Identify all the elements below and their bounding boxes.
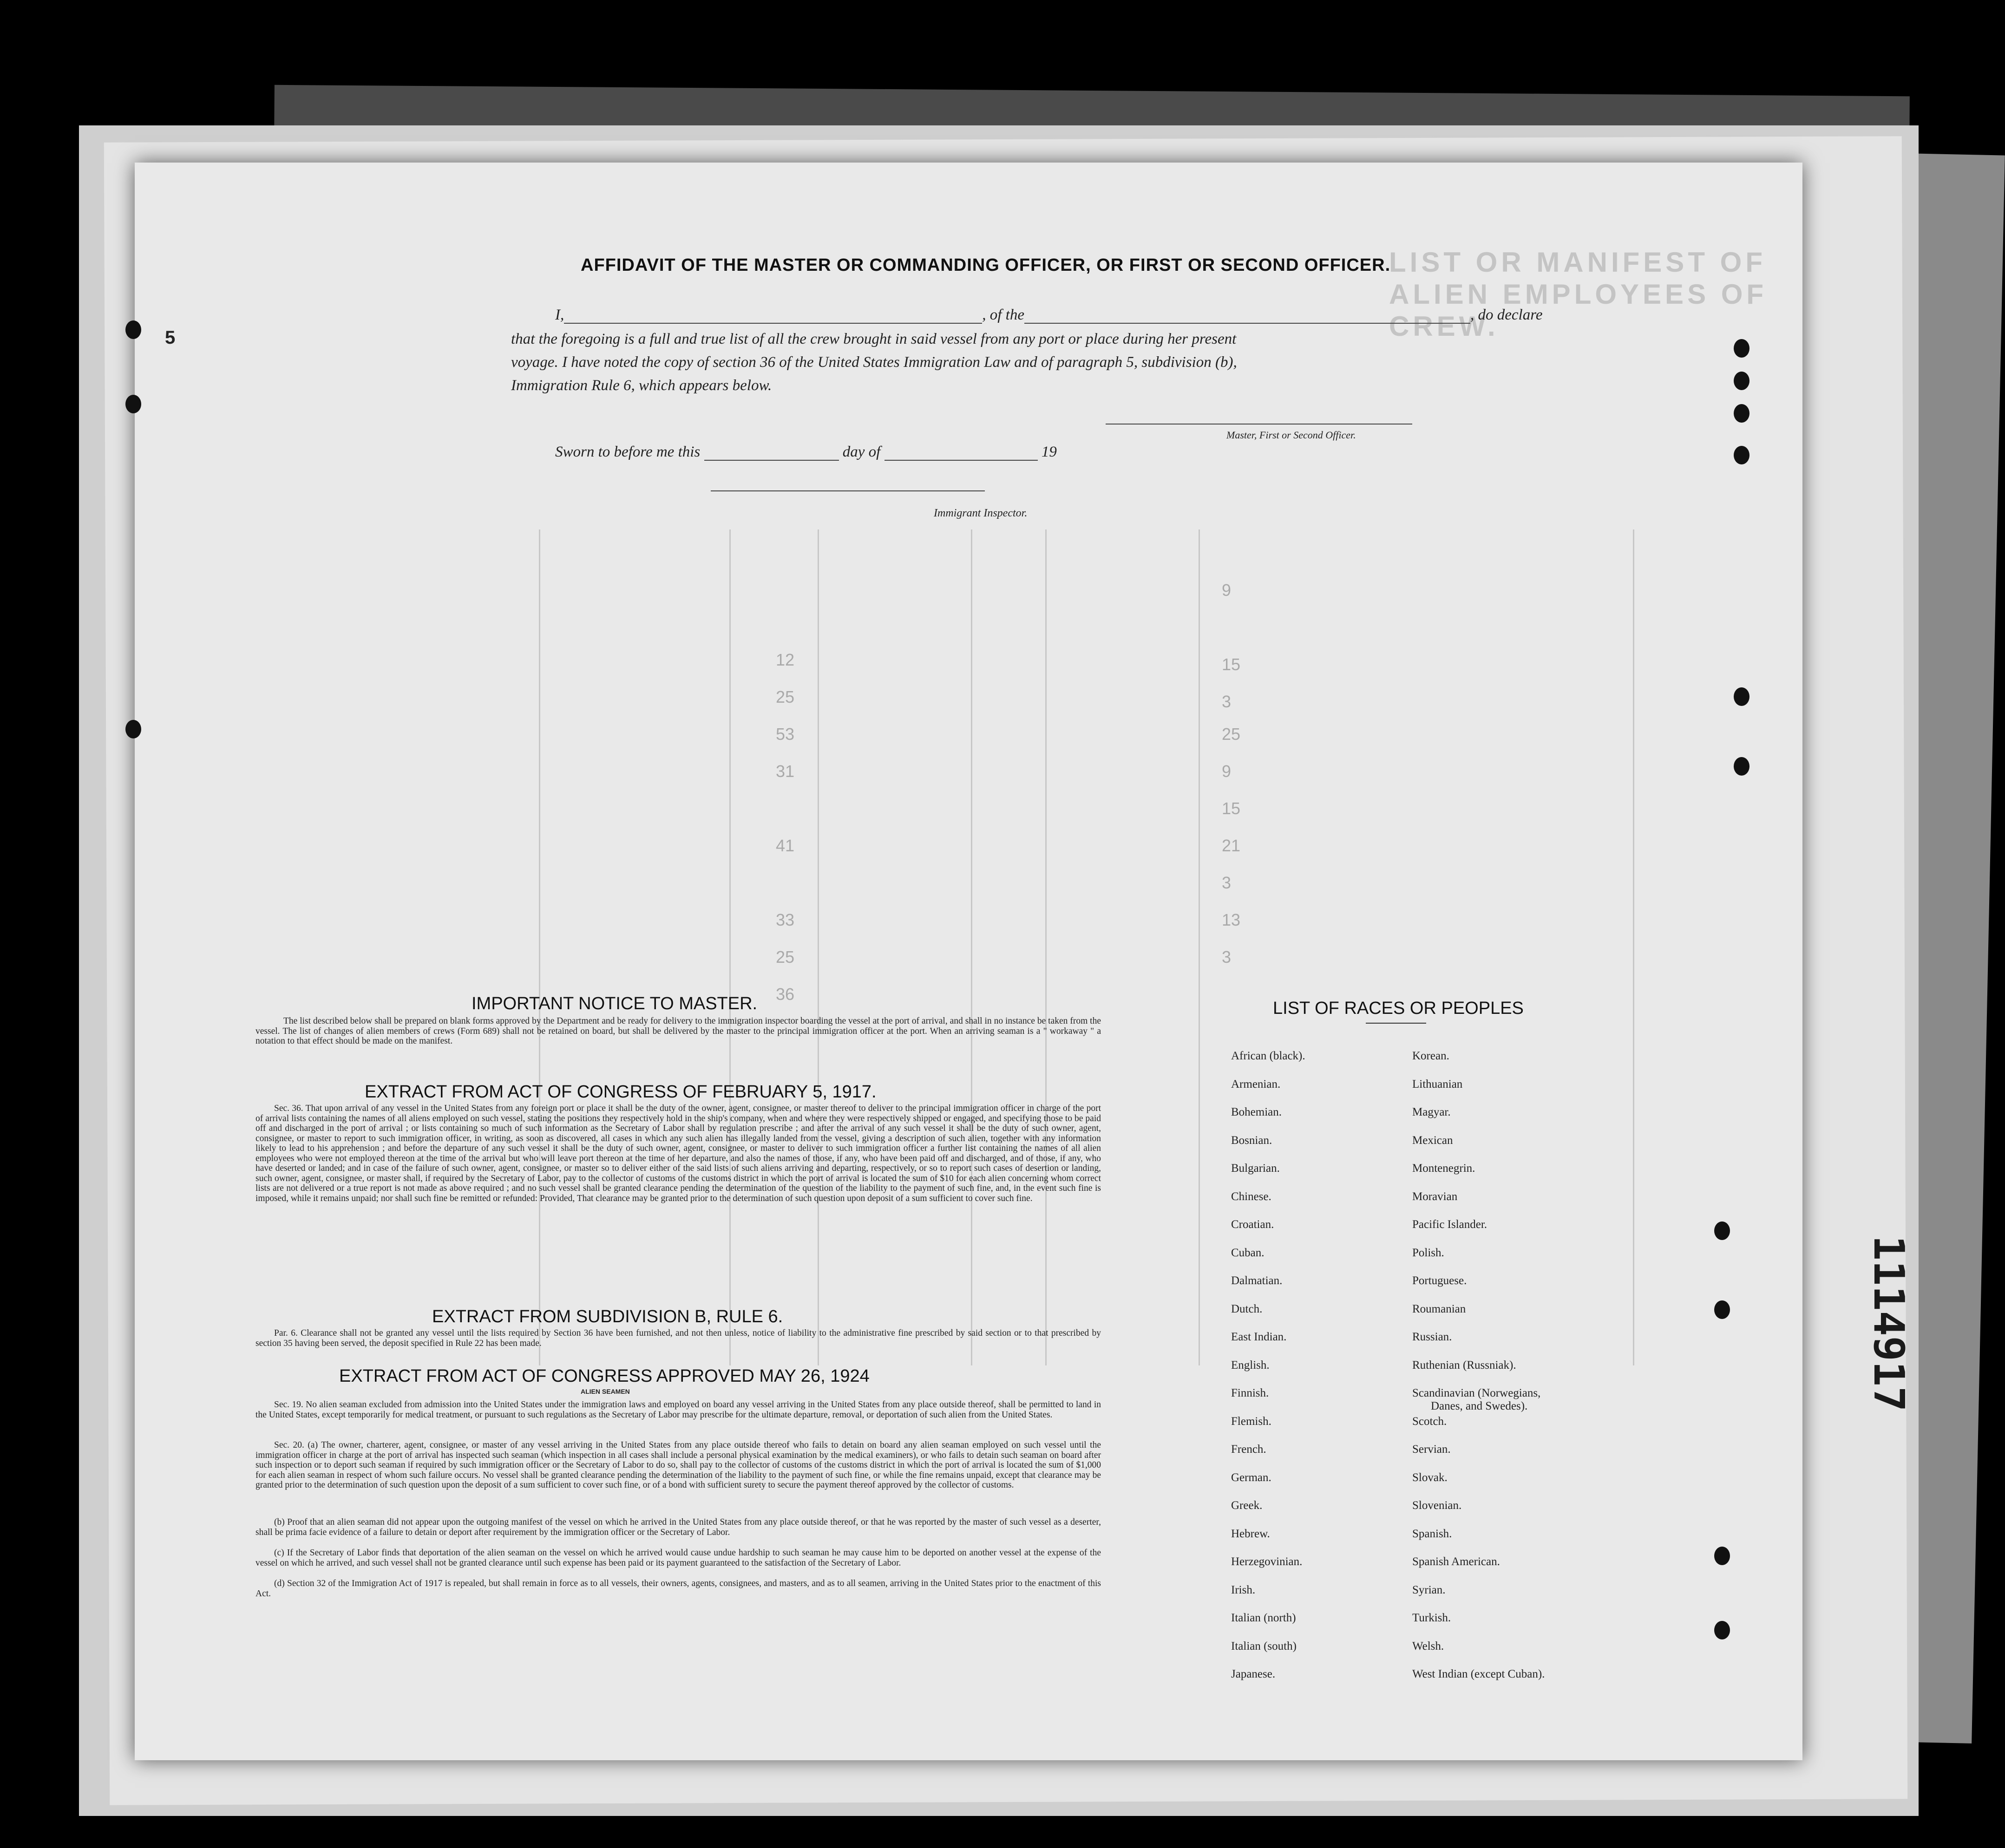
races-heading: LIST OF RACES OR PEOPLES bbox=[1273, 999, 1524, 1018]
notice-heading: IMPORTANT NOTICE TO MASTER. bbox=[472, 994, 758, 1013]
bleed-column-line bbox=[971, 529, 972, 1365]
race-left-item: Armenian. bbox=[1231, 1077, 1281, 1091]
race-right-item: Lithuanian bbox=[1412, 1077, 1463, 1091]
race-left-item: German. bbox=[1231, 1471, 1271, 1484]
race-left-item: Croatian. bbox=[1231, 1218, 1274, 1231]
sec20a-body: Sec. 20. (a) The owner, charterer, agent, consignee, or master of any vessel arriving in the United States from any place outside thereof who fails to detain on board any alien seaman employed on such vessel until the immigration officer in charge at the port of arrival has inspected such seaman (which inspection in all cases shall include a personal physical examination by the medical examiners), or who fails to detain such seaman on board after such inspection or to deport such seaman if required by such immigration officer or the Secretary of Labor to do so, shall pay to the collector of customs of the customs district in which the port of arrival is located the sum of $1,000 for each alien seaman in respect of whom such failure occurs. No vessel shall be granted clearance pending the determination of the liability to the payment of such fine, or while the fine remains unpaid, except that clearance may be granted prior to the determination of such question upon the deposit of a sum sufficient to cover such fine, or of a bond with sufficient surety to secure the payment thereof approved by the collector of customs. bbox=[256, 1440, 1101, 1490]
race-left-item: Bohemian. bbox=[1231, 1106, 1282, 1118]
punch-hole bbox=[1714, 1621, 1730, 1639]
race-left-item: Herzegovinian. bbox=[1231, 1555, 1303, 1568]
affidavit-declaration-line: I, , of the , do declare bbox=[555, 307, 1543, 323]
race-right-item: Spanish American. bbox=[1412, 1555, 1500, 1568]
race-left-item: French. bbox=[1231, 1443, 1266, 1456]
race-right-item: Mexican bbox=[1412, 1134, 1453, 1147]
extract-1917-heading: EXTRACT FROM ACT OF CONGRESS OF FEBRUARY 5, 1917. bbox=[365, 1082, 877, 1102]
race-right-item: Turkish. bbox=[1412, 1612, 1451, 1624]
bleed-through-heading: LIST OR MANIFEST OF ALIEN EMPLOYEES OF CREW. bbox=[1389, 247, 1768, 342]
sworn-line: Sworn to before me this day of 19 bbox=[555, 444, 1057, 460]
race-left-item: Finnish. bbox=[1231, 1387, 1269, 1399]
punch-hole bbox=[1714, 1300, 1730, 1319]
race-right-item: Ruthenian (Russniak). bbox=[1412, 1358, 1516, 1371]
manifest-page: LIST OR MANIFEST OF ALIEN EMPLOYEES OF CREW. 9 15 3 25 9 15 21 3 13 3 12 25 53 31 41 33 25 36 5 AFFIDAVIT OF THE MASTER OR COMMANDING OFFICER, OR FIRST OR SECOND OFFICER. I, , of the , do declare that the foregoing is a full and true list of all the crew brought in said vessel from any port or place during her present voyage. I have noted the copy of section 36 of the United States Immigration Law and of paragraph 5, subdivision (b), Immigration Rule 6, which appears below. Master, First or Second Officer. Sworn to before me this day of 19 Immigrant Inspector. IMPORTANT NOTICE TO MASTER. The list described below shall be prepared on blank forms approved by the Department and be ready for delivery to the immigration inspector boarding the vessel at the port of arrival, and shall in no instance be taken from the vessel. The list of changes of alien members of crews (Form 689) shall not be retained on board, but shall be delivered by the master to the principal immigration officer at the port. When an arriving seaman is a " workaway " a notation to that effect should be made on the manifest. EXTRACT FROM ACT OF CONGRESS OF FEBRUARY 5, 1917. Sec. 36. That upon arrival of any vessel in the United States from any foreign port or place it shall be the duty of the owner, agent, consignee, or master thereof to deliver to the principal immigration officer in charge of the port of arrival lists containing the names of all aliens employed on such vessel, stating the positions they respectively hold in the ship's company, when and where they were respectively shipped or engaged, and specifying those to be paid off and discharged in the port of arrival ; or lists containing so much of such information as the Secretary of Labor shall by regulation prescribe ; and after the arrival of any such vessel it shall be the duty of such owner, agent, consignee, or master to report to such immigration officer, in writing, as soon as discovered, all cases in which any such alien has illegally landed from the vessel, giving a description of such alien, together with any information likely to lead to his apprehension ; and before the departure of any such vessel it shall be the duty of such owner, agent, consignee, or master to deliver to such immigration officer a further list containing the names of all alien employees who were not employed thereon at the time of the arrival but who will leave port thereon at the time of her departure, and also the names of those, if any, who have been paid off and discharged, and of those, if any, who have deserted or landed; and in case of the failure of such owner, agent, consignee, or master so to deliver either of the said lists of such aliens arriving and departing, respectively, or so to report such cases of desertion or landing, such owner, agent, consignee, or master shall, if required by the Secretary of Labor, pay to the collector of customs of the customs district in which the port of arrival is located the sum of $10 for each alien concerning whom correct lists are not delivered or a true report is not made as above required ; and no such vessel shall be granted clearance pending the determination of the question of the liability to the payment of such fine, and, in the event such fine is imposed, while it remains unpaid; nor shall such fine be remitted or refunded: Provided, That clearance may be granted prior to the determination of such question upon deposit of a sum sufficient to cover such fine. EXTRACT FROM SUBDIVISION B, RULE 6. Par. 6. Clearance shall not be granted any vessel until the lists required by Section 36 have been furnished, and not then unless, notice of liability to the administrative fine prescribed by said section or to that prescribed by section 35 having been served, the deposit specified in Rule 22 has been made. EXTRACT FROM ACT OF CONGRESS APPROVED MAY 26, 1924 ALIEN SEAMEN Sec. 19. No alien seaman excluded from admission into the United States under the immigration laws and employed on board any vessel arriving in the United States from any place outside thereof, shall be permitted to land in the United States, except temporarily for medical treatment, or pursuant to such regulations as the Secretary of Labor may prescribe for the ultimate departure, removal, or deportation of such alien from the United States. Sec. 20. (a) The owner, charterer, agent, consignee, or master of any vessel arriving in the United States from any place outside thereof who fails to detain on board any alien seaman employed on such vessel until the immigration officer in charge at the port of arrival has inspected such seaman (which inspection in all cases shall include a personal physical examination by the medical examiners), or who fails to detain such seaman on board after such inspection or to deport such seaman if required by such immigration officer or the Secretary of Labor to do so, shall pay to the collector of customs of the customs district in which the port of arrival is located the sum of $1,000 for each alien seaman in respect of whom such failure occurs. No vessel shall be granted clearance pending the determination of the liability to the payment of such fine, or while the fine remains unpaid, except that clearance may be granted prior to the determination of such question upon the deposit of a sum sufficient to cover such fine, or of a bond with sufficient surety to secure the payment thereof approved by the collector of customs. (b) Proof that an alien seaman did not appear upon the outgoing manifest of the vessel on which he arrived in the United States from any place outside thereof, or that he was reported by the master of such vessel as a deserter, shall be prima facie evidence of a failure to detain or deport after requirement by the immigration officer or the Secretary of Labor. (c) If the Secretary of Labor finds that deportation of the alien seaman on the vessel on which he arrived would cause undue hardship to such seaman he may cause him to be deported on another vessel at the expense of the vessel on which he arrived, and such vessel shall not be granted clearance until such expense has been paid or its payment guaranteed to the satisfaction of the Secretary of Labor. (d) Section 32 of the Immigration Act of 1917 is repealed, but shall remain in force as to all vessels, their owners, agents, consignees, and masters, and as to all seamen, arriving in the United States prior to the enactment of this Act. LIST OF RACES OR PEOPLES African (black). Armenian. Bohemian. Bosnian. Bulgarian. Chinese. Croatian. Cuban. Dalmatian. Dutch. East Indian. English. Finnish. Flemish. French. German. Greek. Hebrew. Herzegovinian. Irish. Italian (north) Italian (south) Japanese. Korean. Lithuanian Magyar. Mexican Montenegrin. Moravian Pacific Islander. Polish. Portuguese. Roumanian Russian. Ruthenian (Russniak). Scandinavian (Norwegians, Danes, and Swedes). Scotch. Servian. Slovak. Slovenian. Spanish. Spanish American. Syrian. Turkish. Welsh. West Indian (except Cuban). bbox=[135, 163, 1802, 1760]
race-left-item: Irish. bbox=[1231, 1583, 1256, 1596]
races-heading-rule bbox=[1366, 1023, 1426, 1024]
race-right-item: Pacific Islander. bbox=[1412, 1218, 1487, 1231]
corner-mark: 5 bbox=[165, 327, 176, 348]
race-left-item: Hebrew. bbox=[1231, 1527, 1270, 1540]
race-left-item: English. bbox=[1231, 1358, 1270, 1371]
punch-hole bbox=[1734, 372, 1749, 390]
race-right-item: Russian. bbox=[1412, 1331, 1452, 1343]
sworn-day-blank[interactable] bbox=[704, 446, 839, 461]
bleed-column-line bbox=[729, 529, 731, 1365]
bleed-column-line bbox=[1199, 529, 1200, 1365]
race-right-item: Scandinavian (Norwegians, bbox=[1412, 1387, 1541, 1399]
race-left-item: Flemish. bbox=[1231, 1415, 1271, 1428]
sec20d-body: (d) Section 32 of the Immigration Act of 1917 is repealed, but shall remain in force as to all vessels, their owners, agents, consignees, and masters, and as to all seamen, arriving in the United States prior to the enactment of this Act. bbox=[256, 1579, 1101, 1599]
race-left-item: Bulgarian. bbox=[1231, 1162, 1280, 1175]
punch-hole bbox=[1734, 404, 1749, 423]
race-left-item: Dutch. bbox=[1231, 1302, 1263, 1315]
affidavit-title: AFFIDAVIT OF THE MASTER OR COMMANDING OFFICER, OR FIRST OR SECOND OFFICER. bbox=[581, 255, 1391, 275]
extract-1917-body: Sec. 36. That upon arrival of any vessel in the United States from any foreign port or place it shall be the duty of the owner, agent, consignee, or master thereof to deliver to the principal immigration officer in charge of the port of arrival lists containing the names of all aliens employed on such vessel, stating the positions they respectively hold in the ship's company, when and where they were respectively shipped or engaged, and specifying those to be paid off and discharged in the port of arrival ; or lists containing so much of such information as the Secretary of Labor shall by regulation prescribe ; and after the arrival of any such vessel it shall be the duty of such owner, agent, consignee, or master to report to such immigration officer, in writing, as soon as discovered, all cases in which any such alien has illegally landed from the vessel, giving a description of such alien, together with any information likely to lead to his apprehension ; and before the departure of any such vessel it shall be the duty of such owner, agent, consignee, or master to deliver to such immigration officer a further list containing the names of all alien employees who were not employed thereon at the time of the arrival but who will leave port thereon at the time of her departure, and also the names of those, if any, who have been paid off and discharged, and of those, if any, who have deserted or landed; and in case of the failure of such owner, agent, consignee, or master so to deliver either of the said lists of such aliens arriving and departing, respectively, or so to report such cases of desertion or landing, such owner, agent, consignee, or master shall, if required by the Secretary of Labor, pay to the collector of customs of the customs district in which the port of arrival is located the sum of $10 for each alien concerning whom correct lists are not delivered or a true report is not made as above required ; and no such vessel shall be granted clearance pending the determination of the question of the liability to the payment of such fine, and, in the event such fine is imposed, while it remains unpaid; nor shall such fine be remitted or refunded: Provided, That clearance may be granted prior to the determination of such question upon deposit of a sum sufficient to cover such fine. bbox=[256, 1104, 1101, 1203]
punch-hole bbox=[1734, 339, 1749, 358]
affidavit-line-4: Immigration Rule 6, which appears below. bbox=[511, 377, 772, 394]
race-right-item: Portuguese. bbox=[1412, 1274, 1467, 1287]
punch-hole bbox=[1734, 446, 1749, 464]
sworn-month-blank[interactable] bbox=[885, 446, 1038, 461]
race-left-item: Chinese. bbox=[1231, 1190, 1271, 1203]
race-right-item: Welsh. bbox=[1412, 1639, 1444, 1652]
inspector-signature-label: Immigrant Inspector. bbox=[934, 507, 1028, 519]
bleed-column-line bbox=[539, 529, 540, 1365]
race-left-item: East Indian. bbox=[1231, 1331, 1287, 1343]
race-left-item: Italian (north) bbox=[1231, 1612, 1296, 1624]
master-signature-label: Master, First or Second Officer. bbox=[1226, 429, 1356, 441]
punch-hole bbox=[1734, 757, 1749, 776]
race-left-item: Bosnian. bbox=[1231, 1134, 1272, 1147]
race-left-item: Cuban. bbox=[1231, 1246, 1265, 1259]
notice-body: The list described below shall be prepared on blank forms approved by the Department and be ready for delivery to the immigration inspector boarding the vessel at the port of arrival, and shall in no instance be taken from the vessel. The list of changes of alien members of crews (Form 689) shall not be retained on board, but shall be delivered by the master to the principal immigration officer at the port. When an arriving seaman is a " workaway " a notation to that effect should be made on the manifest. bbox=[256, 1016, 1101, 1046]
race-right-item: Spanish. bbox=[1412, 1527, 1452, 1540]
bleed-column-line bbox=[1045, 529, 1047, 1365]
race-right-item: Slovenian. bbox=[1412, 1499, 1462, 1512]
race-right-item: Polish. bbox=[1412, 1246, 1444, 1259]
race-right-item: Slovak. bbox=[1412, 1471, 1448, 1484]
svg-text:1114917: 1114917 bbox=[1864, 1235, 1913, 1412]
bleed-column-line bbox=[818, 529, 819, 1365]
race-left-item: African (black). bbox=[1231, 1050, 1305, 1062]
race-right-item: Montenegrin. bbox=[1412, 1162, 1475, 1175]
sec20c-body: (c) If the Secretary of Labor finds that deportation of the alien seaman on the vessel on which he arrived would cause undue hardship to such seaman he may cause him to be deported on another vessel at the expense of the vessel on which he arrived, and such vessel shall not be granted clearance until such expense has been paid or its payment guaranteed to the satisfaction of the Secretary of Labor. bbox=[256, 1548, 1101, 1568]
sec20b-body: (b) Proof that an alien seaman did not appear upon the outgoing manifest of the vessel on which he arrived in the United States from any place outside thereof, or that he was reported by the master of such vessel as a deserter, shall be prima facie evidence of a failure to detain or deport after requirement by the immigration officer or the Secretary of Labor. bbox=[256, 1517, 1101, 1537]
race-left-item: Greek. bbox=[1231, 1499, 1263, 1512]
race-right-item: Syrian. bbox=[1412, 1583, 1446, 1596]
vessel-name-blank[interactable] bbox=[1024, 309, 1470, 324]
race-left-item: Italian (south) bbox=[1231, 1639, 1297, 1652]
inspector-signature-line[interactable] bbox=[711, 490, 985, 491]
race-right-item: Roumanian bbox=[1412, 1302, 1466, 1315]
race-right-item: Danes, and Swedes). bbox=[1431, 1400, 1528, 1412]
punch-hole bbox=[1734, 687, 1749, 706]
bleed-column-line bbox=[1633, 529, 1634, 1365]
master-name-blank[interactable] bbox=[564, 309, 982, 324]
affidavit-line-2: that the foregoing is a full and true list of all the crew brought in said vessel from any port or place during her present bbox=[511, 331, 1237, 347]
rule6-body: Par. 6. Clearance shall not be granted any vessel until the lists required by Section 36 have been furnished, and not then unless, notice of liability to the administrative fine prescribed by said section or to that prescribed by section 35 having been served, the deposit specified in Rule 22 has been made. bbox=[256, 1328, 1101, 1348]
alien-seamen-subheading: ALIEN SEAMEN bbox=[581, 1388, 630, 1395]
race-right-item: Servian. bbox=[1412, 1443, 1451, 1456]
race-left-item: Japanese. bbox=[1231, 1668, 1276, 1680]
race-right-item: Moravian bbox=[1412, 1190, 1458, 1203]
race-left-item: Dalmatian. bbox=[1231, 1274, 1283, 1287]
race-right-item: West Indian (except Cuban). bbox=[1412, 1668, 1545, 1680]
punch-hole bbox=[125, 720, 141, 738]
punch-hole bbox=[1714, 1547, 1730, 1565]
side-handwritten-number bbox=[1830, 1231, 1913, 1537]
punch-hole bbox=[125, 320, 141, 339]
sec19-body: Sec. 19. No alien seaman excluded from admission into the United States under the immigration laws and employed on board any vessel arriving in the United States from any place outside thereof, shall be permitted to land in the United States, except temporarily for medical treatment, or pursuant to such regulations as the Secretary of Labor may prescribe for the ultimate departure, removal, or deportation of such alien from the United States. bbox=[256, 1400, 1101, 1420]
extract-1924-heading: EXTRACT FROM ACT OF CONGRESS APPROVED MAY 26, 1924 bbox=[339, 1366, 870, 1386]
punch-hole bbox=[1714, 1221, 1730, 1240]
race-right-item: Scotch. bbox=[1412, 1415, 1447, 1428]
race-right-item: Korean. bbox=[1412, 1050, 1449, 1062]
punch-hole bbox=[125, 395, 141, 413]
rule6-heading: EXTRACT FROM SUBDIVISION B, RULE 6. bbox=[432, 1307, 783, 1326]
affidavit-line-3: voyage. I have noted the copy of section 36 of the United States Immigration Law and of paragraph 5, subdivision (b), bbox=[511, 354, 1237, 371]
race-right-item: Magyar. bbox=[1412, 1106, 1451, 1118]
